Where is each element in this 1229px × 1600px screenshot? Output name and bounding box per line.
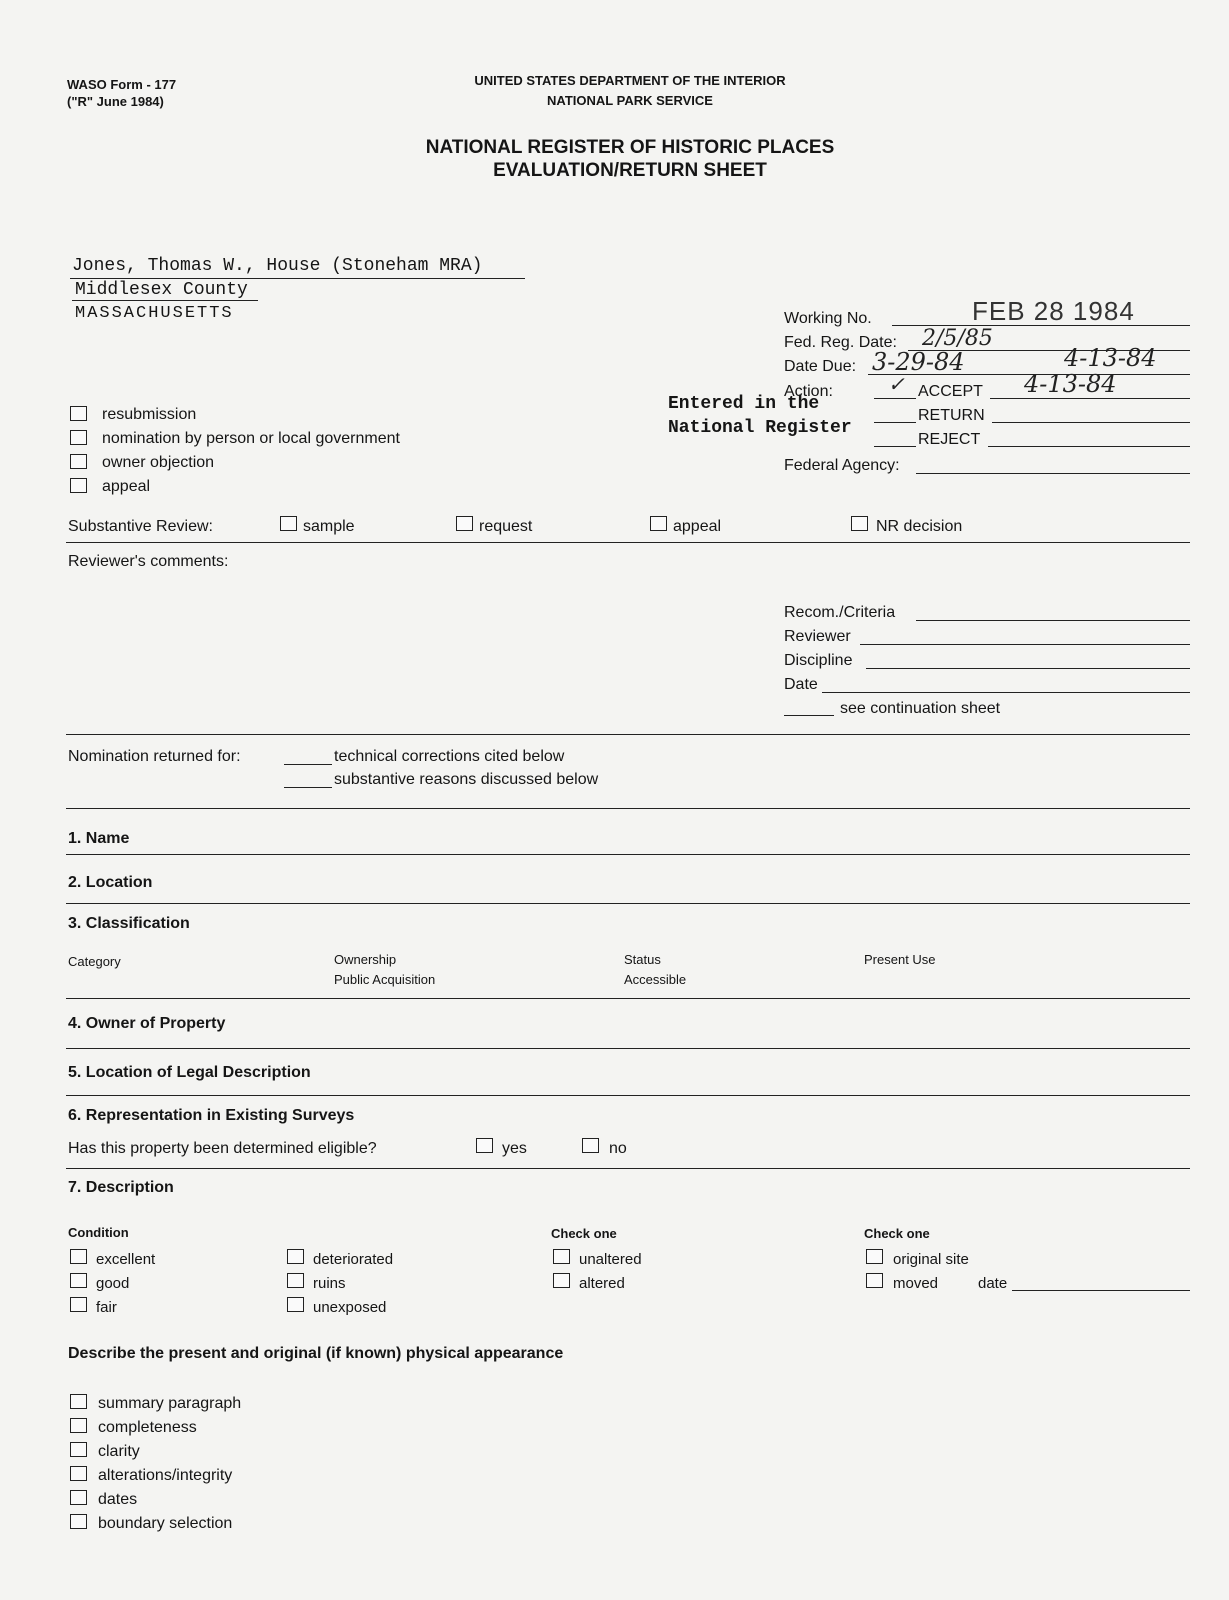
form-title: NATIONAL REGISTER OF HISTORIC PLACES [425,137,835,158]
date-due-value-2: 4-13-84 [1064,344,1157,372]
summary-paragraph-label: summary paragraph [98,1395,242,1412]
substantive-review-label: Substantive Review: [68,518,213,535]
fed-reg-date-value: 2/5/85 [922,326,993,351]
boundary-selection-checkbox[interactable] [70,1514,87,1529]
sample-checkbox[interactable] [280,516,297,531]
reviewers-comments-label: Reviewer's comments: [68,553,229,570]
form-subtitle: EVALUATION/RETURN SHEET [493,160,767,181]
ruins-label: ruins [313,1275,346,1292]
recom-criteria-label: Recom./Criteria [784,604,896,621]
property-county: Middlesex County [75,280,248,300]
see-continuation-label: see continuation sheet [840,700,1001,717]
accessible-label: Accessible [624,972,687,987]
technical-corrections-label: technical corrections cited below [334,748,565,765]
excellent-label: excellent [96,1251,156,1268]
reviewer-label: Reviewer [784,628,851,645]
working-no-label: Working No. [784,310,872,327]
appeal-review-checkbox[interactable] [650,516,667,531]
alterations-integrity-label: alterations/integrity [98,1467,233,1484]
completeness-checkbox[interactable] [70,1418,87,1433]
section-legal-description-heading: 5. Location of Legal Description [68,1064,311,1081]
eligible-no-label: no [609,1140,627,1157]
eligible-yes-label: yes [502,1140,527,1157]
appeal-review-label: appeal [673,518,722,535]
original-site-label: original site [893,1251,969,1268]
public-acquisition-label: Public Acquisition [334,972,436,987]
property-name: Jones, Thomas W., House (Stoneham MRA) [72,256,483,276]
resubmission-label: resubmission [102,406,197,423]
date-due-value-1: 3-29-84 [872,348,965,376]
service-name: NATIONAL PARK SERVICE [547,93,713,108]
nomination-by-person-checkbox[interactable] [70,430,87,445]
working-no-stamp: FEB 28 1984 [972,296,1135,326]
status-label: Status [624,952,661,967]
fair-label: fair [96,1299,117,1316]
clarity-label: clarity [98,1443,140,1460]
moved-checkbox[interactable] [866,1273,883,1288]
eligible-no-checkbox[interactable] [582,1138,599,1153]
describe-appearance-label: Describe the present and original (if known) physical appearance [68,1345,564,1362]
unaltered-checkbox[interactable] [553,1249,570,1264]
eligible-question: Has this property been determined eligible? [68,1140,377,1157]
altered-checkbox[interactable] [553,1273,570,1288]
check-one-alteration-label: Check one [551,1226,617,1241]
sample-label: sample [303,518,355,535]
deteriorated-checkbox[interactable] [287,1249,304,1264]
nr-decision-label: NR decision [876,518,963,535]
entered-stamp-line1: Entered in the [668,394,820,414]
section-location-heading: 2. Location [68,874,153,891]
reject-label: REJECT [918,431,981,448]
completeness-label: completeness [98,1419,197,1436]
form-date: ("R" June 1984) [67,94,164,109]
action-check-mark: ✓ [888,372,905,396]
form-id: WASO Form - 177 [67,77,177,92]
nr-decision-checkbox[interactable] [851,516,868,531]
owner-objection-label: owner objection [102,454,215,471]
request-label: request [479,518,533,535]
deteriorated-label: deteriorated [313,1251,394,1268]
unexposed-checkbox[interactable] [287,1297,304,1312]
request-checkbox[interactable] [456,516,473,531]
alterations-integrity-checkbox[interactable] [70,1466,87,1481]
substantive-reasons-label: substantive reasons discussed below [334,771,599,788]
eligible-yes-checkbox[interactable] [476,1138,493,1153]
date-label: Date [784,676,818,693]
dates-checkbox[interactable] [70,1490,87,1505]
moved-label: moved [893,1275,939,1292]
check-one-site-label: Check one [864,1226,930,1241]
property-state: MASSACHUSETTS [75,304,234,323]
discipline-label: Discipline [784,652,853,669]
ownership-label: Ownership [334,952,397,967]
fed-reg-date-label: Fed. Reg. Date: [784,334,897,351]
unexposed-label: unexposed [313,1299,387,1316]
good-checkbox[interactable] [70,1273,87,1288]
appeal-label: appeal [102,478,151,495]
department-name: UNITED STATES DEPARTMENT OF THE INTERIOR [474,73,786,88]
return-label: RETURN [918,407,985,424]
action-label: Action: [784,383,833,400]
dates-label: dates [98,1491,138,1508]
unaltered-label: unaltered [579,1251,642,1268]
moved-date-label: date [978,1275,1008,1292]
condition-label: Condition [68,1225,129,1240]
section-owner-heading: 4. Owner of Property [68,1015,226,1032]
ruins-checkbox[interactable] [287,1273,304,1288]
section-surveys-heading: 6. Representation in Existing Surveys [68,1107,355,1124]
entered-stamp-line2: National Register [668,418,852,438]
altered-label: altered [579,1275,625,1292]
summary-paragraph-checkbox[interactable] [70,1394,87,1409]
present-use-label: Present Use [864,952,936,967]
excellent-checkbox[interactable] [70,1249,87,1264]
section-name-heading: 1. Name [68,830,130,847]
good-label: good [96,1275,130,1292]
accept-label: ACCEPT [918,383,983,400]
boundary-selection-label: boundary selection [98,1515,233,1532]
section-classification-heading: 3. Classification [68,915,190,932]
date-due-label: Date Due: [784,358,857,375]
clarity-checkbox[interactable] [70,1442,87,1457]
action-date: 4-13-84 [1024,370,1117,398]
category-label: Category [68,954,121,969]
nomination-returned-label: Nomination returned for: [68,748,241,765]
section-description-heading: 7. Description [68,1179,174,1196]
federal-agency-label: Federal Agency: [784,457,900,474]
nomination-by-person-label: nomination by person or local government [102,430,400,447]
fair-checkbox[interactable] [70,1297,87,1312]
owner-objection-checkbox[interactable] [70,454,87,469]
original-site-checkbox[interactable] [866,1249,883,1264]
appeal-checkbox[interactable] [70,478,87,493]
resubmission-checkbox[interactable] [70,406,87,421]
